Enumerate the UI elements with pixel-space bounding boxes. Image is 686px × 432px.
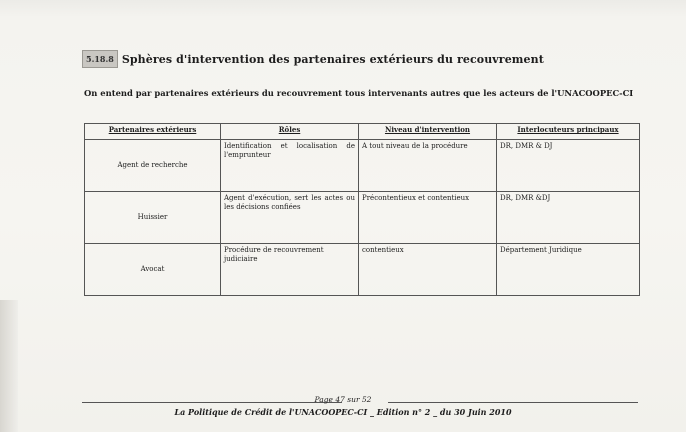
table-row — [85, 192, 640, 244]
section-number: 5.18.8 — [82, 50, 118, 68]
role-cell: Identification et localisation de l'emprunteur — [221, 140, 359, 192]
header-contacts: Interlocuteurs principaux — [497, 124, 640, 140]
header-partners: Partenaires extérieurs — [85, 124, 221, 140]
contacts-cell: DR, DMR &DJ — [497, 192, 640, 244]
page-number: Page 47 sur 52 — [314, 395, 372, 404]
partner-cell: Avocat — [85, 244, 221, 296]
partners-table — [84, 123, 640, 296]
table-row — [85, 244, 640, 296]
level-cell: Précontentieux et contentieux — [359, 192, 497, 244]
contacts-cell: Département Juridique — [497, 244, 640, 296]
intro-paragraph: On entend par partenaires extérieurs du recouvrement tous intervenants autres que les acteurs de l'UNACOOPEC-CI — [84, 88, 634, 98]
section-title: Sphères d'intervention des partenaires extérieurs du recouvrement — [121, 52, 544, 66]
partner-cell: Agent de recherche — [85, 140, 221, 192]
contacts-cell: DR, DMR & DJ — [497, 140, 640, 192]
partner-cell: Huissier — [85, 192, 221, 244]
role-cell: Procédure de recouvrement judiciaire — [221, 244, 359, 296]
role-cell: Agent d'exécution, sert les actes ou les décisions confiées — [221, 192, 359, 244]
document-title-footer: La Politique de Crédit de l'UNACOOPEC-CI _ Edition n° 2 _ du 30 Juin 2010 — [174, 407, 512, 417]
section-heading — [82, 50, 544, 68]
level-cell: A tout niveau de la procédure — [359, 140, 497, 192]
table-header-row — [85, 124, 640, 140]
header-roles: Rôles — [221, 124, 359, 140]
table-row — [85, 140, 640, 192]
header-level: Niveau d'intervention — [359, 124, 497, 140]
level-cell: contentieux — [359, 244, 497, 296]
